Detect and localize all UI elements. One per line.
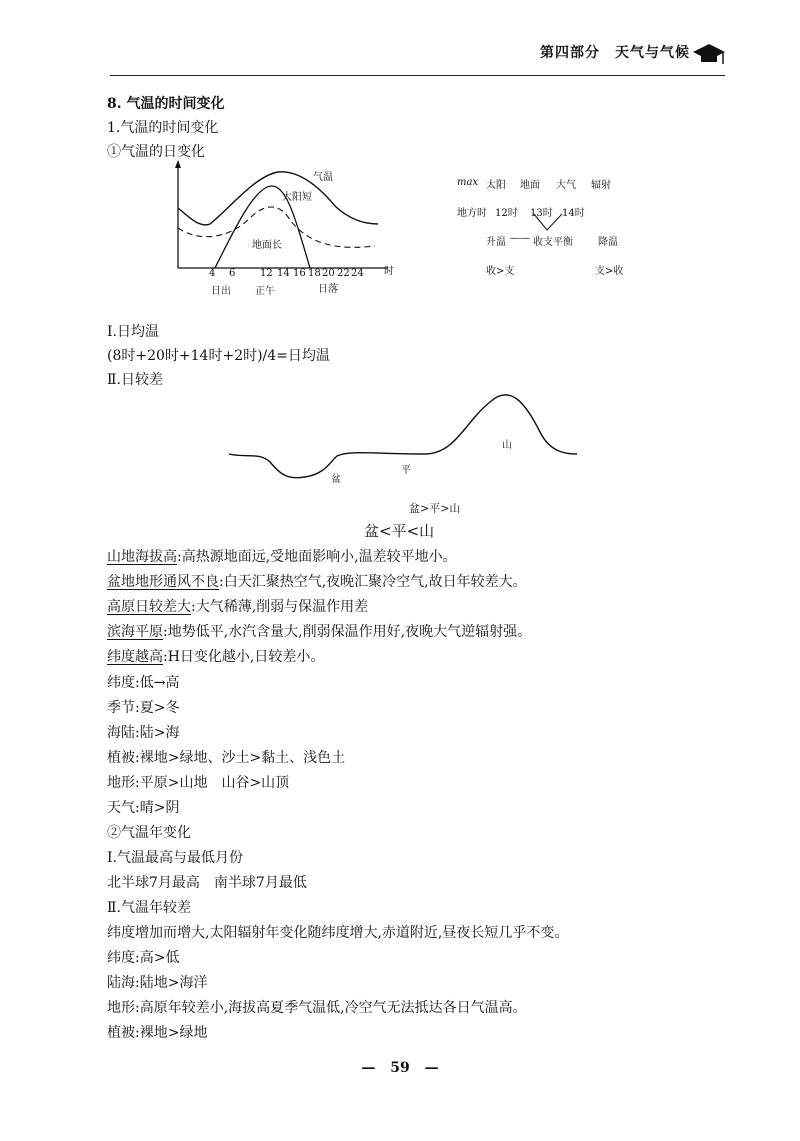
- subsection-heading: 1.气温的时间变化: [107, 120, 219, 136]
- page-footer: [0, 1060, 800, 1076]
- ground-label: 地面长: [252, 240, 282, 251]
- air-temp-label: 气温: [313, 172, 333, 183]
- footer-dash-right: —: [424, 1060, 439, 1076]
- time-14: 14时: [562, 208, 585, 219]
- air-temp-curve: [178, 172, 378, 225]
- terrain-caption-large: 盆<平<山: [364, 522, 435, 540]
- sun-label: 太阳: [486, 180, 506, 191]
- annual-line: 地形:高原年较差小,海拔高夏季气温低,冷空气无法抵达各日气温高。: [107, 1000, 527, 1016]
- annual-range-label: Ⅱ.气温年较差: [107, 900, 191, 916]
- sunset-label: 日落: [318, 284, 338, 295]
- daily-mean-label: Ⅰ.日均温: [107, 324, 159, 340]
- annual-variation-title: ②气温年变化: [107, 825, 191, 841]
- tick-label: 14: [277, 268, 290, 279]
- time-12: 12时: [495, 208, 518, 219]
- daily-mean-formula: (8时+20时+14时+2时)/4=日均温: [107, 348, 330, 364]
- section-heading: 8. 气温的时间变化: [107, 96, 225, 112]
- annual-line: 纬度:高>低: [107, 950, 180, 966]
- max-min-month-text: 北半球7月最高 南半球7月最低: [107, 875, 307, 891]
- plain-label: 平: [401, 465, 411, 476]
- balance-label: 收支平衡: [533, 237, 573, 248]
- tick-label: 24: [351, 268, 364, 279]
- comparison-line: 纬度:低→高: [107, 675, 180, 691]
- tick-label: 16: [293, 268, 306, 279]
- tick-label: 4: [209, 268, 216, 279]
- time-13: 13时: [530, 208, 553, 219]
- comparison-line: 植被:裸地>绿地、沙土>黏土、浅色土: [107, 750, 346, 766]
- surface-label: 地面: [520, 180, 540, 191]
- daily-variation-title: ①气温的日变化: [107, 144, 205, 160]
- radiation-label: 辐射: [591, 180, 611, 191]
- comparison-line: 天气:晴>阴: [107, 800, 180, 816]
- tick-label: 6: [229, 268, 236, 279]
- sunrise-label: 日出: [211, 286, 231, 297]
- basin-label: 盆: [331, 474, 341, 485]
- daily-range-label: Ⅱ.日较差: [107, 372, 163, 388]
- dash-label: ——: [510, 233, 530, 244]
- factor-line: 山地海拔高:高热源地面远,受地面影响小,温差较平地小。: [107, 549, 457, 565]
- local-time-label: 地方时: [457, 208, 487, 219]
- comparison-line: 地形:平原>山地 山谷>山顶: [107, 775, 290, 791]
- balance-vertex-mark: [530, 212, 570, 234]
- annual-line: 纬度增加而增大,太阳辐射年变化随纬度增大,赤道附近,昼夜长短几乎不变。: [107, 925, 569, 941]
- factor-line: 纬度越高:H日变化越小,日较差小。: [107, 649, 325, 665]
- tick-label: 22: [337, 268, 350, 279]
- terrain-caption-small: 盆>平>山: [409, 502, 461, 515]
- mountain-label: 山: [502, 440, 512, 451]
- page-header-title: 第四部分 天气与气候: [540, 45, 690, 61]
- header-rule: [110, 75, 725, 76]
- noon-label: 正午: [255, 286, 275, 297]
- annual-line: 植被:裸地>绿地: [107, 1025, 208, 1041]
- comparison-line: 季节:夏>冬: [107, 700, 180, 716]
- factor-line: 高原日较差大:大气稀薄,削弱与保温作用差: [107, 599, 369, 615]
- max-label: max: [457, 177, 479, 188]
- axis-unit: 时: [384, 266, 394, 277]
- tick-label: 18: [308, 268, 321, 279]
- max-min-month-label: Ⅰ.气温最高与最低月份: [107, 850, 243, 866]
- graduation-cap-icon: [692, 40, 726, 68]
- sun-height-label: 太阳短: [282, 192, 312, 203]
- cooling-label: 降温: [598, 237, 618, 248]
- gain-loss-left: 收>支: [486, 266, 515, 277]
- atmosphere-label: 大气: [556, 180, 576, 191]
- annual-line: 陆海:陆地>海洋: [107, 975, 208, 991]
- footer-dash-left: —: [361, 1060, 376, 1076]
- tick-label: 12: [260, 268, 273, 279]
- comparison-line: 海陆:陆>海: [107, 725, 180, 741]
- tick-label: 20: [322, 268, 335, 279]
- page-number: 59: [390, 1060, 410, 1076]
- warming-label: 升温: [486, 237, 506, 248]
- factor-line: 盆地地形通风不良:白天汇聚热空气,夜晚汇聚冷空气,故日年较差大。: [107, 574, 527, 590]
- factor-line: 滨海平原:地势低平,水汽含量大,削弱保温作用好,夜晚大气逆辐射强。: [107, 624, 532, 640]
- gain-loss-right: 支>收: [595, 266, 624, 277]
